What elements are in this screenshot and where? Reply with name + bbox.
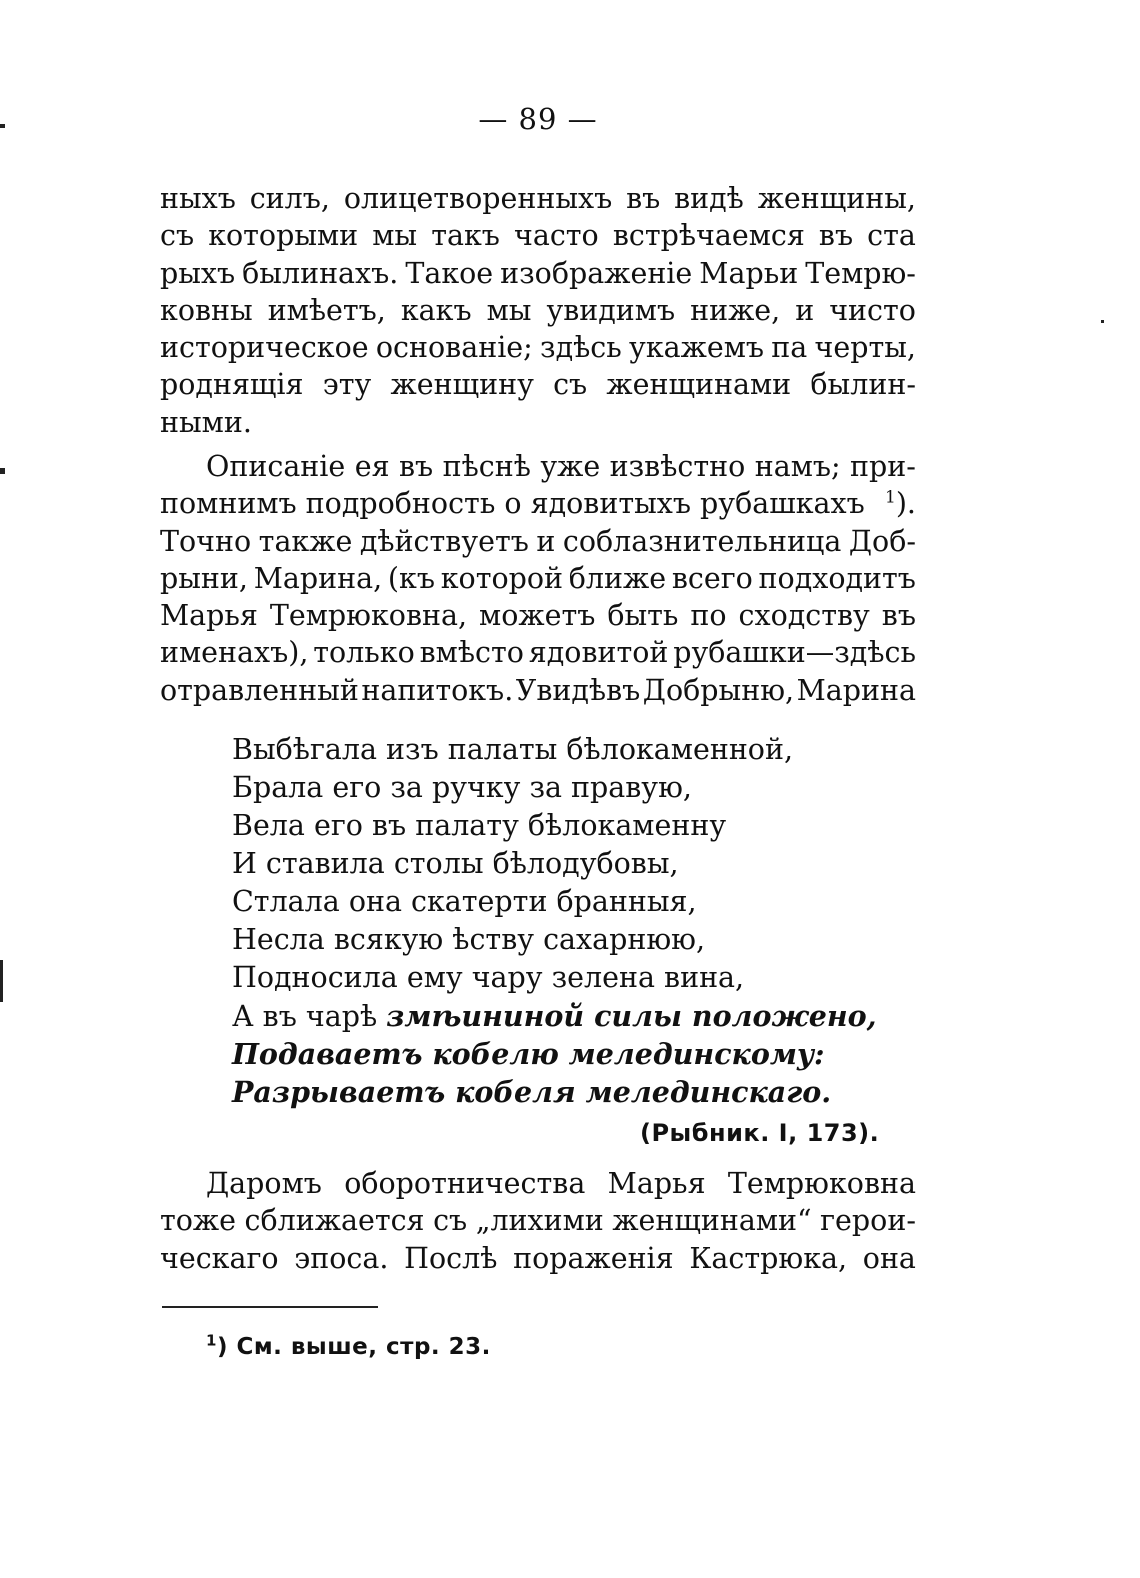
word: былин- — [810, 368, 916, 402]
footnote-ref-marker: 1 — [884, 487, 896, 508]
word: мы — [372, 219, 418, 253]
verse-line: Несла всякую ѣству сахарнюю, — [232, 923, 706, 956]
paragraph-line — [160, 255, 916, 292]
verse-line-italic: Подаваетъ кобелю мелединскому: — [232, 1037, 825, 1071]
footnote-divider — [162, 1306, 378, 1308]
word: которыми — [208, 219, 359, 253]
verse-line-mixed — [232, 997, 877, 1035]
paragraph-1 — [160, 180, 916, 441]
word: женщину — [390, 368, 534, 402]
word: Даромъ — [206, 1167, 322, 1200]
paragraph-3 — [160, 1165, 916, 1277]
verse-line: Стлала она скатерти бранныя, — [232, 885, 697, 918]
paragraph-line: ными. — [160, 405, 252, 439]
verse-citation: (Рыбник. I, 173). — [640, 1119, 880, 1147]
word: съ — [553, 368, 588, 402]
word: ближе — [568, 561, 667, 595]
word: Добрыню, — [642, 673, 795, 707]
word: въ — [818, 219, 854, 253]
word: историческое — [160, 331, 369, 365]
verse-line-regular-part: А въ чарѣ — [232, 1000, 378, 1033]
word: встрѣчаемся — [612, 219, 805, 253]
word: оборотничества — [344, 1167, 586, 1200]
paragraph-line — [160, 217, 916, 254]
word: мы — [486, 293, 532, 327]
word: женщинами — [606, 368, 792, 402]
verse-line-italic-part: змѣининой силы положено, — [386, 999, 877, 1033]
word: по — [690, 599, 727, 633]
word: Доб- — [848, 524, 916, 558]
verse-line: Брала его за ручку за правую, — [232, 771, 692, 804]
paragraph-line — [160, 560, 916, 597]
word: и — [536, 524, 556, 558]
word: основанiе; — [375, 331, 533, 365]
word: Темрюковна, — [269, 599, 468, 633]
word: силъ, — [249, 182, 330, 215]
word: быть — [607, 599, 679, 633]
word: Увидѣвъ — [515, 673, 641, 707]
word: Кастрюка, — [689, 1241, 848, 1275]
word: герои- — [820, 1204, 916, 1238]
word: рыхъ — [160, 256, 236, 290]
word: Точно — [160, 524, 252, 558]
verse-quote — [232, 731, 877, 1111]
word: чисто — [829, 293, 916, 327]
footnote — [206, 1331, 491, 1360]
paragraph-line — [160, 634, 916, 671]
footnote-text: ) См. выше, стр. 23. — [216, 1334, 491, 1360]
paragraph-line-text: помнимъ подробность о ядовитыхъ рубашкахъ — [160, 487, 865, 521]
paragraph-line-with-footnote — [160, 485, 916, 522]
word: ста — [867, 219, 916, 253]
word: Марья — [160, 599, 258, 633]
word: пѣснѣ — [442, 450, 531, 483]
word: па — [771, 331, 808, 365]
word: здѣсь — [540, 331, 622, 365]
word: былинахъ. — [242, 256, 399, 290]
paragraph-line — [160, 292, 916, 329]
word: такъ — [431, 219, 500, 253]
word: Темрю- — [805, 256, 916, 290]
word: также — [258, 524, 353, 558]
word: съ — [433, 1204, 468, 1238]
word: въ — [399, 450, 434, 483]
verse-line: И ставила столы бѣлодубовы, — [232, 847, 679, 880]
word: ческаго — [160, 1241, 279, 1275]
word: эпоса. — [294, 1241, 389, 1275]
word: которой — [440, 561, 564, 595]
scan-margin-mark — [0, 124, 5, 128]
word: намъ; — [754, 450, 841, 483]
word: женщины, — [757, 182, 916, 215]
word: можетъ — [479, 599, 596, 633]
word: „лихими — [475, 1204, 604, 1238]
word: соблазнительница — [562, 524, 842, 558]
scan-margin-mark — [1101, 320, 1104, 323]
word: извѣстно — [609, 450, 746, 483]
word: ныхъ — [160, 182, 236, 215]
verse-line-italic: Разрываетъ кобеля мелединскаго. — [232, 1075, 832, 1109]
word: въ — [881, 599, 916, 633]
word: она — [862, 1241, 916, 1275]
paragraph-line — [160, 672, 916, 709]
word: уже — [540, 450, 601, 483]
word: при- — [850, 450, 916, 483]
word: всего — [671, 561, 753, 595]
paragraph-line — [160, 366, 916, 403]
word: имѣетъ, — [267, 293, 386, 327]
paragraph-line — [160, 448, 916, 485]
word: пораженiя — [513, 1241, 674, 1275]
word: Такое — [405, 256, 494, 290]
word: отравленный — [160, 673, 359, 707]
paragraph-line — [160, 329, 916, 366]
word: и — [795, 293, 815, 327]
scan-margin-mark — [0, 468, 5, 474]
footnote-marker: 1 — [206, 1331, 217, 1350]
word: сближается — [244, 1204, 425, 1238]
word: Темрюковна — [727, 1167, 916, 1200]
paragraph-line — [160, 597, 916, 634]
footnote-reference[interactable] — [885, 485, 916, 522]
word: подходитъ — [758, 561, 916, 595]
word: Описанiе — [206, 450, 346, 483]
paragraph-line — [160, 1202, 916, 1239]
word: рубашки—здѣсь — [673, 636, 916, 670]
footnote-ref-tail: ). — [895, 487, 916, 521]
paragraph-2 — [160, 448, 916, 709]
verse-line: Выбѣгала изъ палаты бѣлокаменной, — [232, 733, 794, 766]
word: тоже — [160, 1204, 237, 1238]
word: вмѣсто — [419, 636, 524, 670]
word: ядовитой — [528, 636, 669, 670]
word: Марина — [796, 673, 916, 707]
verse-line: Вела его въ палату бѣлокаменну — [232, 809, 727, 842]
word: укажемъ — [629, 331, 765, 365]
word: черты, — [814, 331, 916, 365]
paragraph-line — [160, 1240, 916, 1277]
word: видѣ — [674, 182, 744, 215]
word: въ — [626, 182, 661, 215]
word: только — [313, 636, 415, 670]
word: съ — [160, 219, 195, 253]
page-number: — 89 — — [478, 102, 598, 136]
paragraph-line — [160, 180, 916, 217]
scan-margin-mark — [0, 960, 3, 1002]
word: Послѣ — [404, 1241, 498, 1275]
word: эту — [322, 368, 372, 402]
word: олицетворенныхъ — [343, 182, 613, 215]
word: изображенiе — [500, 256, 693, 290]
word: (къ — [387, 561, 435, 595]
word: напитокъ. — [361, 673, 514, 707]
word: какъ — [400, 293, 472, 327]
word: дѣйствуетъ — [359, 524, 529, 558]
word: именахъ), — [160, 636, 309, 670]
word: женщинами“ — [612, 1204, 812, 1238]
word: ея — [354, 450, 390, 483]
word: часто — [514, 219, 599, 253]
paragraph-line — [160, 1165, 916, 1202]
word: Марьи — [699, 256, 799, 290]
word: увидимъ — [546, 293, 676, 327]
verse-line: Подносила ему чару зелена вина, — [232, 961, 745, 994]
word: рыни, — [160, 561, 248, 595]
word: ниже, — [690, 293, 781, 327]
word: Марина, — [253, 561, 383, 595]
word: сходству — [738, 599, 870, 633]
word: роднящiя — [160, 368, 304, 402]
word: Марья — [607, 1167, 706, 1200]
paragraph-line — [160, 523, 916, 560]
word: ковны — [160, 293, 253, 327]
